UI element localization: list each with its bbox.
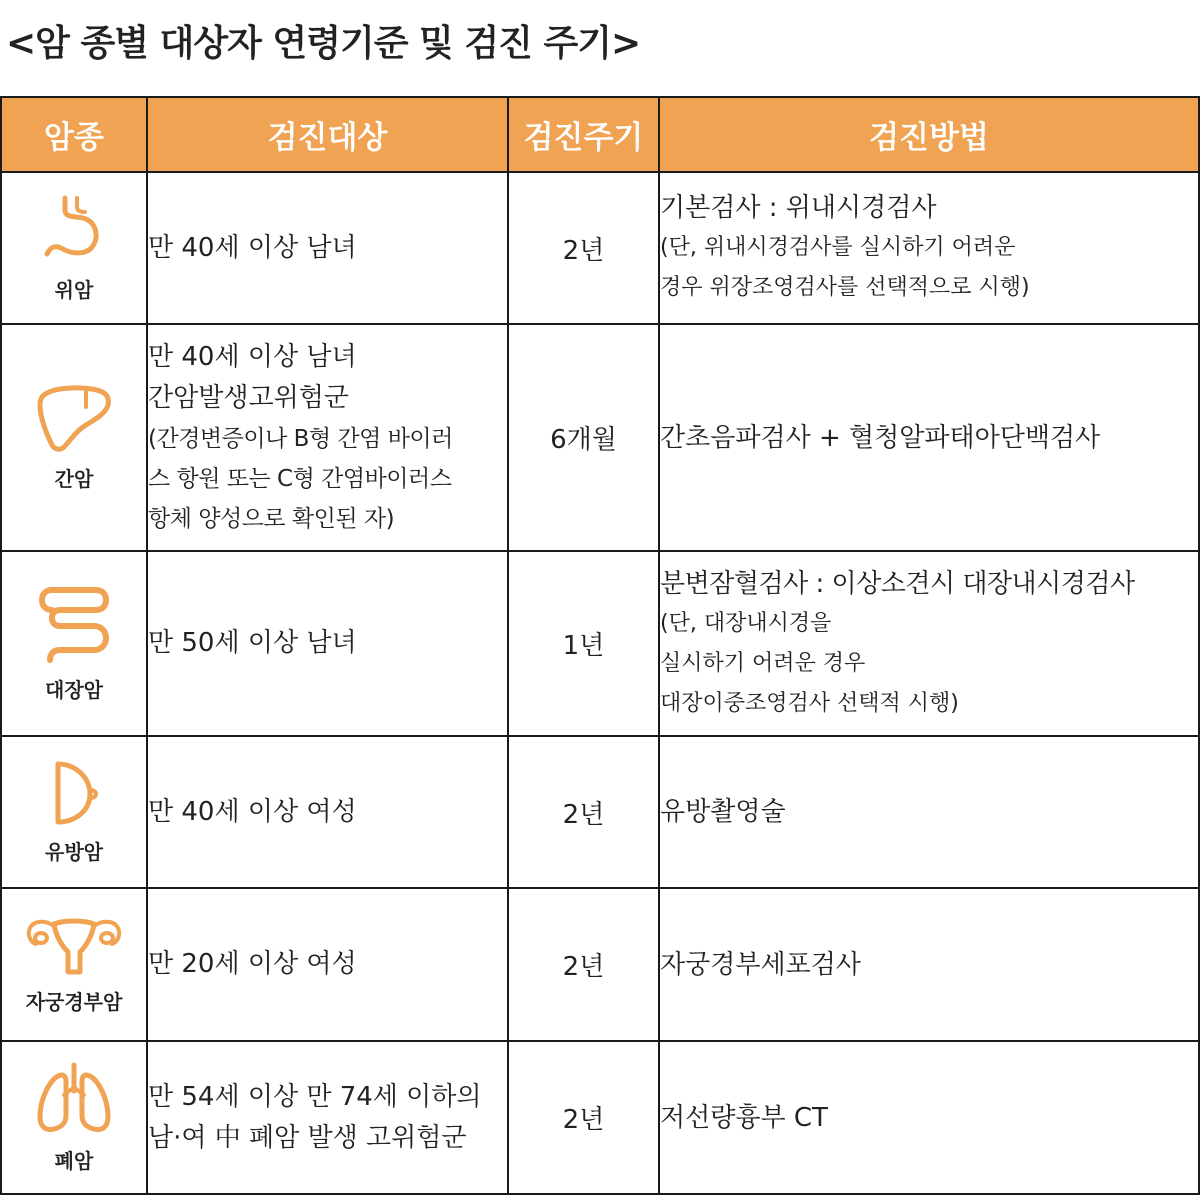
table-row	[1, 324, 1199, 551]
method-cell	[659, 172, 1199, 324]
method-line: (단, 대장내시경을	[660, 610, 832, 636]
target-cell	[147, 324, 508, 551]
method-line: (단, 위내시경검사를 실시하기 어려운	[660, 235, 1016, 260]
method-line: 대장이중조영검사 선택적 시행)	[660, 690, 959, 716]
cancer-type-cell	[1, 888, 147, 1041]
colon-icon	[38, 584, 110, 664]
method-cell	[659, 888, 1199, 1041]
target-cell	[147, 888, 508, 1041]
header-cycle: 검진주기	[508, 97, 659, 172]
target-line: 스 항원 또는 C형 간염바이러스	[148, 465, 452, 492]
header-target: 검진대상	[147, 97, 508, 172]
method-line: 유방촬영술	[660, 797, 786, 827]
cancer-type-cell	[1, 736, 147, 888]
target-line: 만 20세 이상 여성	[148, 949, 357, 979]
target-cell	[147, 551, 508, 736]
cycle-cell: 2년	[508, 172, 659, 324]
table-row	[1, 736, 1199, 888]
target-line: (간경변증이나 B형 간염 바이러	[148, 425, 453, 452]
cancer-type-label: 자궁경부암	[25, 990, 123, 1014]
table-row	[1, 888, 1199, 1041]
cancer-type-cell	[1, 172, 147, 324]
method-line: 경우 위장조영검사를 선택적으로 시행)	[660, 275, 1030, 300]
cycle-cell: 1년	[508, 551, 659, 736]
table-row	[1, 551, 1199, 736]
table-row	[1, 172, 1199, 324]
cancer-type-label: 폐암	[54, 1149, 94, 1173]
page-title: <암 종별 대상자 연령기준 및 검진 주기>	[6, 23, 641, 64]
cancer-type-label: 위암	[54, 277, 94, 302]
cycle-cell: 2년	[508, 888, 659, 1041]
screening-table	[0, 96, 1200, 1195]
target-line: 만 40세 이상 남녀	[148, 341, 357, 372]
cancer-type-label: 대장암	[45, 678, 103, 702]
target-line: 남·여 中 폐암 발생 고위험군	[148, 1122, 467, 1153]
method-line: 자궁경부세포검사	[660, 949, 861, 980]
cancer-type-label: 간암	[54, 467, 94, 491]
method-cell	[659, 1041, 1199, 1194]
header-method: 검진방법	[659, 97, 1199, 172]
method-line: 저선량흉부 CT	[660, 1102, 828, 1133]
cancer-type-cell	[1, 1041, 147, 1194]
target-cell	[147, 736, 508, 888]
method-cell	[659, 324, 1199, 551]
target-cell	[147, 1041, 508, 1194]
header-cancer-type: 암종	[1, 97, 147, 172]
breast-icon	[44, 760, 104, 826]
method-line: 기본검사 : 위내시경검사	[660, 193, 937, 223]
cycle-cell: 2년	[508, 736, 659, 888]
cycle-cell: 2년	[508, 1041, 659, 1194]
target-line: 간암발생고위험군	[148, 382, 349, 413]
uterus-icon	[24, 914, 124, 976]
cancer-type-label: 유방암	[45, 839, 103, 864]
lungs-icon	[34, 1061, 114, 1135]
method-cell	[659, 736, 1199, 888]
cycle-cell: 6개월	[508, 324, 659, 551]
method-line: 분변잠혈검사 : 이상소견시 대장내시경검사	[660, 568, 1135, 599]
target-line: 만 40세 이상 여성	[148, 796, 357, 827]
target-line: 만 40세 이상 남녀	[148, 232, 357, 263]
method-line: 간초음파검사 + 혈청알파태아단백검사	[660, 422, 1101, 453]
table-row	[1, 1041, 1199, 1194]
cancer-type-cell	[1, 324, 147, 551]
method-line: 실시하기 어려운 경우	[660, 650, 866, 676]
target-line: 항체 양성으로 확인된 자)	[148, 505, 395, 532]
target-line: 만 54세 이상 만 74세 이하의	[148, 1081, 482, 1112]
method-cell	[659, 551, 1199, 736]
cancer-type-cell	[1, 551, 147, 736]
target-line: 만 50세 이상 남녀	[148, 628, 357, 658]
stomach-icon	[39, 194, 109, 264]
header-row	[1, 97, 1199, 172]
target-cell	[147, 172, 508, 324]
liver-icon	[34, 383, 114, 453]
